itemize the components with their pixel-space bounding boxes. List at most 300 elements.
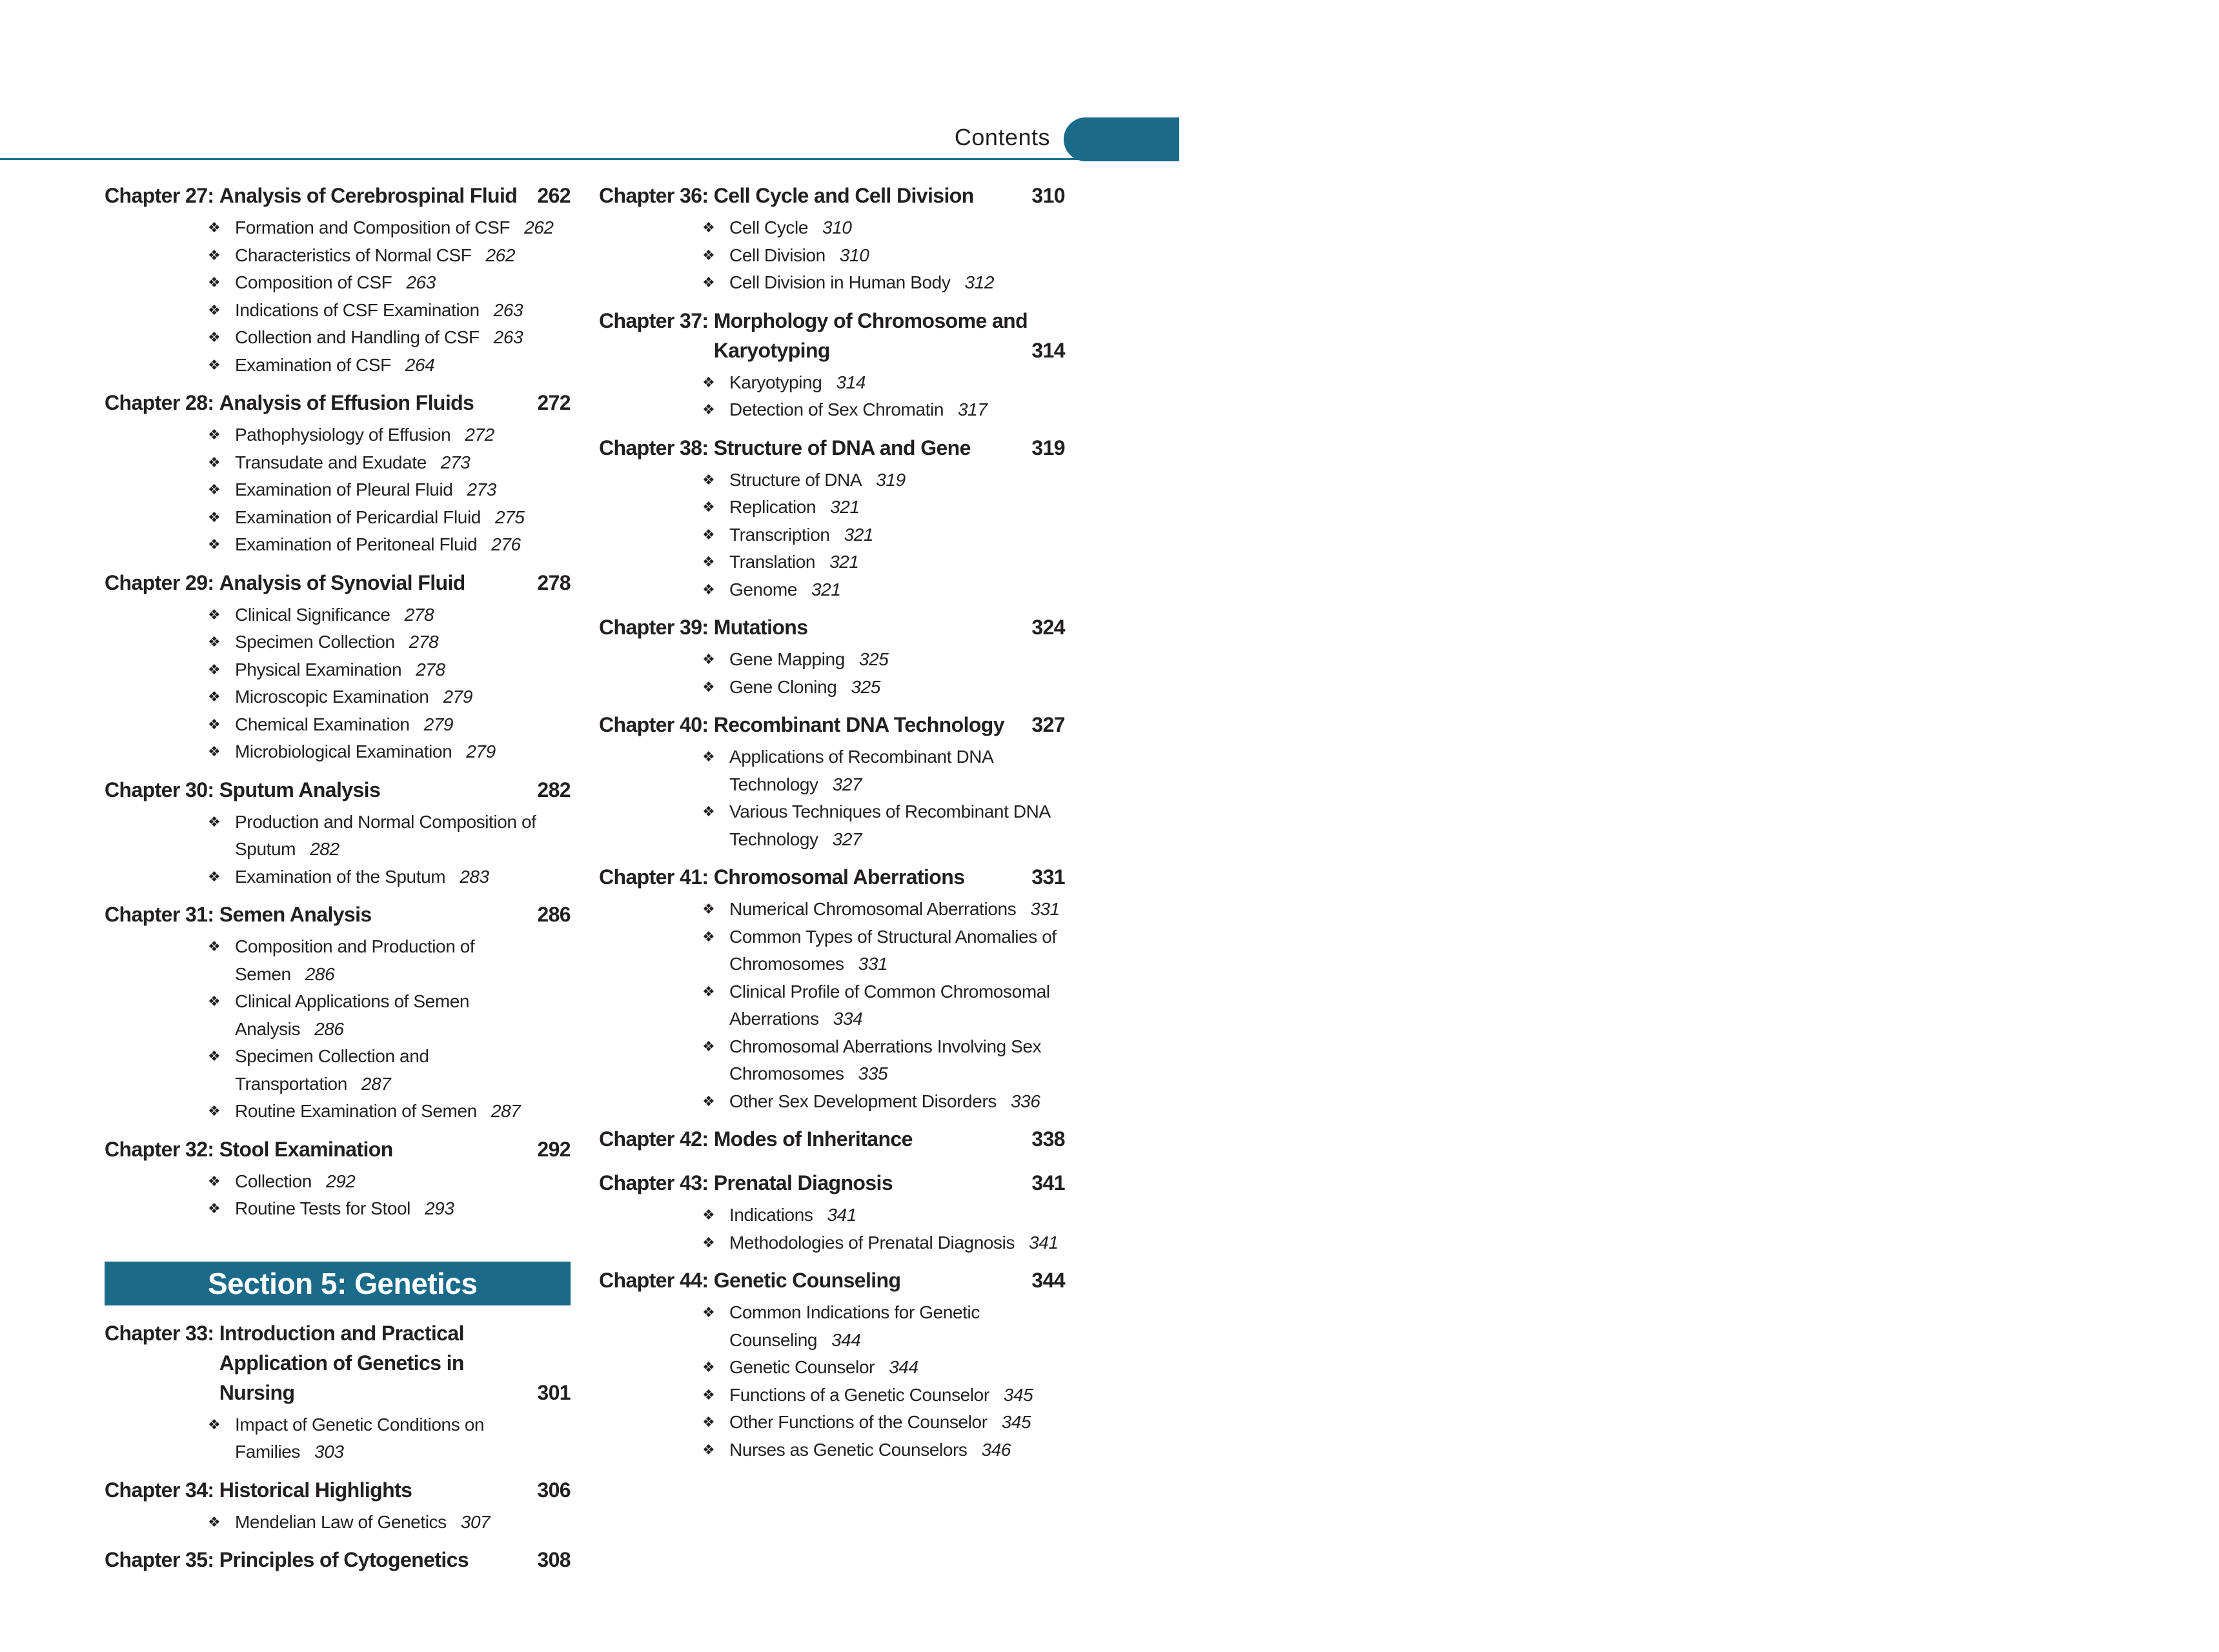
topic-item[interactable] [208, 1509, 571, 1536]
chapter-heading[interactable] [105, 1475, 571, 1505]
chapter-label: Chapter 34: [105, 1478, 219, 1502]
diamond-bullet-icon: ❖ [702, 554, 715, 570]
topic-title: Genome [729, 579, 797, 599]
chapter-page-number: 306 [537, 1478, 571, 1502]
page-number-tab [1064, 117, 2191, 270]
chapter-heading[interactable] [599, 1168, 1065, 1198]
chapter-page-number: 327 [1031, 713, 1065, 736]
topic-item[interactable] [702, 1354, 1065, 1382]
diamond-bullet-icon: ❖ [702, 901, 715, 917]
topic-item[interactable] [208, 421, 571, 449]
topic-page-number: 321 [830, 497, 860, 517]
topic-item[interactable] [208, 656, 571, 684]
diamond-bullet-icon: ❖ [208, 427, 221, 443]
topic-item[interactable] [702, 896, 1065, 923]
toc-chapter[interactable] [105, 1318, 571, 1466]
topic-item[interactable] [208, 1168, 571, 1196]
topic-item[interactable] [208, 711, 571, 739]
topic-page-number: 286 [305, 963, 335, 984]
chapter-label: Chapter 44: [599, 1269, 714, 1292]
diamond-bullet-icon: ❖ [208, 1416, 221, 1433]
toc-chapter[interactable] [599, 612, 1065, 701]
topic-item[interactable] [702, 269, 1065, 297]
chapter-page-number: 331 [1031, 865, 1065, 889]
topic-item[interactable] [702, 467, 1065, 494]
topic-item[interactable] [208, 531, 571, 559]
topic-title: Common Indications for Genetic Counseling [729, 1302, 980, 1350]
topic-title: Microscopic Examination [235, 687, 429, 707]
diamond-bullet-icon: ❖ [702, 651, 715, 667]
chapter-label: Chapter 43: [599, 1171, 714, 1194]
topic-item[interactable] [208, 476, 571, 504]
chapter-title: Recombinant DNA Technology [713, 713, 1004, 736]
diamond-bullet-icon: ❖ [702, 1038, 715, 1054]
topic-title: Functions of a Genetic Counselor [729, 1384, 989, 1405]
toc-chapter[interactable] [105, 1545, 571, 1575]
topic-item[interactable] [208, 933, 571, 988]
toc-chapter[interactable] [105, 568, 571, 766]
topic-page-number: 272 [465, 425, 494, 445]
chapter-label: Chapter 39: [599, 616, 714, 639]
toc-chapter[interactable] [105, 388, 571, 559]
toc-chapter[interactable] [599, 433, 1065, 604]
chapter-title: Chromosomal Aberrations [713, 865, 965, 889]
topic-page-number: 287 [361, 1073, 391, 1094]
chapter-label: Chapter 36: [599, 184, 714, 207]
topic-title: Gene Mapping [729, 649, 845, 669]
topic-title: Chromosomal Aberrations Involving Sex Chromosomes [729, 1036, 1042, 1083]
chapter-label: Chapter 38: [599, 436, 714, 459]
chapter-label: Chapter 30: [105, 778, 219, 801]
chapter-heading[interactable] [105, 1318, 571, 1407]
diamond-bullet-icon: ❖ [702, 526, 715, 543]
topic-item[interactable] [702, 1088, 1065, 1116]
toc-chapter[interactable] [105, 181, 571, 379]
chapter-page-number: 301 [537, 1380, 571, 1404]
topic-item[interactable] [702, 369, 1065, 397]
topic-list [599, 743, 1065, 853]
topic-title: Collection and Handling of CSF [235, 327, 480, 347]
topic-title: Clinical Profile of Common Chromosomal Aberrations [729, 981, 1050, 1029]
topic-item[interactable] [702, 214, 1065, 242]
topic-item[interactable] [702, 1229, 1065, 1257]
topic-page-number: 327 [832, 829, 862, 849]
chapter-heading[interactable] [105, 1545, 571, 1575]
topic-title: Clinical Applications of Semen Analysis [235, 991, 470, 1039]
diamond-bullet-icon: ❖ [208, 219, 221, 236]
diamond-bullet-icon: ❖ [208, 993, 221, 1009]
topic-title: Physical Examination [235, 659, 402, 680]
chapter-heading[interactable] [105, 568, 571, 598]
topic-page-number: 312 [964, 272, 994, 292]
topic-title: Routine Examination of Semen [235, 1101, 477, 1121]
toc-chapter[interactable] [599, 862, 1065, 1115]
topic-page-number: 293 [425, 1198, 454, 1218]
topic-page-number: 279 [423, 714, 454, 734]
section-banner [105, 1262, 571, 1305]
toc-chapter[interactable] [599, 710, 1065, 853]
diamond-bullet-icon: ❖ [208, 301, 221, 318]
topic-item[interactable] [702, 494, 1065, 521]
diamond-bullet-icon: ❖ [702, 247, 715, 263]
topic-title: Numerical Chromosomal Aberrations [729, 899, 1017, 919]
chapter-label: Chapter 41: [599, 865, 714, 889]
topic-title: Examination of Pleural Fluid [235, 479, 453, 499]
topic-page-number: 283 [460, 866, 489, 887]
topic-list [599, 467, 1065, 604]
diamond-bullet-icon: ❖ [208, 509, 221, 525]
topic-page-number: 262 [524, 217, 554, 237]
topic-item[interactable] [208, 809, 571, 863]
topic-page-number: 344 [889, 1357, 918, 1377]
topic-item[interactable] [208, 1411, 571, 1466]
chapter-label: Chapter 27: [105, 184, 219, 207]
topic-title: Translation [729, 552, 816, 572]
topic-list [599, 369, 1065, 424]
chapter-page-number: 314 [1031, 338, 1065, 362]
chapter-title: Sputum Analysis [219, 778, 381, 801]
topic-page-number: 335 [858, 1063, 888, 1083]
topic-item[interactable] [702, 674, 1065, 701]
topic-item[interactable] [702, 1202, 1065, 1229]
diamond-bullet-icon: ❖ [208, 329, 221, 345]
chapter-page-number: 338 [1031, 1127, 1065, 1151]
diamond-bullet-icon: ❖ [208, 481, 221, 498]
topic-item[interactable] [208, 449, 571, 477]
diamond-bullet-icon: ❖ [208, 356, 221, 373]
topic-title: Replication [729, 497, 816, 517]
topic-item[interactable] [702, 1033, 1065, 1088]
topic-title: Examination of Peritoneal Fluid [235, 534, 478, 554]
diamond-bullet-icon: ❖ [702, 1207, 715, 1223]
chapter-title: Analysis of Synovial Fluid [219, 570, 465, 594]
toc-chapter[interactable] [105, 900, 571, 1125]
topic-item[interactable] [702, 1299, 1065, 1354]
topic-list [599, 1299, 1065, 1464]
topic-item[interactable] [702, 798, 1065, 853]
topic-title: Specimen Collection and Transportation [235, 1046, 429, 1094]
diamond-bullet-icon: ❖ [702, 983, 715, 1000]
chapter-label: Chapter 42: [599, 1127, 714, 1151]
diamond-bullet-icon: ❖ [702, 1414, 715, 1430]
diamond-bullet-icon: ❖ [208, 536, 221, 552]
topic-title: Detection of Sex Chromatin [729, 399, 944, 419]
toc-chapter[interactable] [105, 1475, 571, 1536]
toc-left-chapters-genetics [105, 1318, 571, 1575]
topic-page-number: 325 [851, 676, 880, 697]
topic-page-number: 331 [1030, 899, 1060, 919]
topic-item[interactable] [208, 1098, 571, 1125]
topic-title: Gene Cloning [729, 676, 837, 697]
topic-item[interactable] [208, 352, 571, 379]
diamond-bullet-icon: ❖ [702, 749, 715, 765]
topic-title: Genetic Counselor [729, 1357, 875, 1377]
topic-title: Examination of the Sputum [235, 866, 446, 887]
topic-page-number: 310 [822, 217, 852, 237]
diamond-bullet-icon: ❖ [702, 678, 715, 695]
chapter-heading[interactable] [105, 388, 571, 418]
topic-page-number: 273 [467, 479, 496, 499]
chapter-title: Historical Highlights [219, 1478, 412, 1502]
topic-page-number: 292 [325, 1171, 356, 1191]
topic-item[interactable] [208, 601, 571, 629]
topic-title: Characteristics of Normal CSF [235, 245, 472, 265]
topic-item[interactable] [208, 269, 571, 297]
toc-chapter[interactable] [599, 306, 1065, 424]
topic-title: Pathophysiology of Effusion [235, 425, 451, 445]
topic-item[interactable] [702, 743, 1065, 798]
topic-page-number: 262 [485, 245, 516, 265]
diamond-bullet-icon: ❖ [702, 1359, 715, 1375]
topic-item[interactable] [702, 978, 1065, 1033]
topic-list [599, 1202, 1065, 1256]
chapter-page-number: 341 [1031, 1171, 1065, 1194]
topic-page-number: 317 [958, 399, 988, 419]
chapter-heading[interactable] [599, 710, 1065, 740]
topic-item[interactable] [208, 214, 571, 242]
topic-title: Clinical Significance [235, 604, 390, 625]
toc-chapter[interactable] [599, 1168, 1065, 1256]
diamond-bullet-icon: ❖ [208, 606, 221, 623]
topic-title: Microbiological Examination [235, 741, 452, 761]
topic-title: Examination of CSF [235, 354, 391, 375]
chapter-heading[interactable] [599, 612, 1065, 642]
topic-page-number: 278 [409, 632, 439, 652]
chapter-heading[interactable] [599, 306, 1065, 365]
diamond-bullet-icon: ❖ [702, 928, 715, 945]
chapter-title: Prenatal Diagnosis [713, 1171, 893, 1194]
topic-page-number: 321 [829, 552, 859, 572]
topic-list [105, 809, 571, 891]
topic-item[interactable] [702, 576, 1065, 604]
diamond-bullet-icon: ❖ [208, 661, 221, 678]
topic-page-number: 303 [314, 1442, 344, 1462]
chapter-page-number: 319 [1031, 436, 1065, 459]
chapter-heading[interactable] [599, 862, 1065, 892]
topic-title: Collection [235, 1171, 312, 1191]
topic-title: Common Types of Structural Anomalies of Chromosomes [729, 926, 1057, 974]
topic-page-number: 264 [405, 354, 435, 375]
topic-title: Chemical Examination [235, 714, 410, 734]
topic-list [105, 421, 571, 559]
chapter-title: Stool Examination [219, 1137, 393, 1161]
topic-page-number: 273 [440, 452, 471, 472]
chapter-page-number: 344 [1031, 1269, 1065, 1292]
chapter-title: Principles of Cytogenetics [219, 1548, 469, 1571]
topic-page-number: 345 [1001, 1412, 1031, 1432]
topic-item[interactable] [702, 549, 1065, 576]
chapter-heading[interactable] [599, 1124, 1065, 1154]
chapter-heading[interactable] [105, 1134, 571, 1164]
chapter-page-number: 286 [537, 903, 571, 926]
toc-right-chapters [599, 181, 1065, 1464]
topic-title: Cell Division [729, 245, 826, 265]
topic-title: Composition of CSF [235, 272, 392, 292]
toc-chapter[interactable] [599, 1124, 1065, 1154]
topic-page-number: 344 [831, 1329, 861, 1350]
toc-chapter[interactable] [599, 181, 1065, 297]
chapter-heading[interactable] [599, 433, 1065, 463]
topic-title: Indications [729, 1205, 813, 1225]
topic-item[interactable] [208, 1043, 571, 1098]
topic-page-number: 279 [466, 741, 496, 761]
diamond-bullet-icon: ❖ [208, 938, 221, 954]
topic-item[interactable] [208, 297, 571, 325]
topic-item[interactable] [702, 923, 1065, 978]
topic-page-number: 334 [833, 1009, 863, 1029]
diamond-bullet-icon: ❖ [702, 401, 715, 418]
topic-item[interactable] [702, 242, 1065, 270]
topic-title: Other Functions of the Counselor [729, 1412, 988, 1432]
chapter-heading[interactable] [599, 1265, 1065, 1295]
toc-right-column [599, 181, 1065, 1473]
chapter-label: Chapter 35: [105, 1548, 219, 1571]
topic-page-number: 275 [494, 507, 525, 527]
diamond-bullet-icon: ❖ [208, 868, 221, 885]
topic-item[interactable] [702, 1436, 1065, 1464]
chapter-title: Mutations [713, 616, 808, 639]
topic-title: Structure of DNA [729, 469, 862, 490]
topic-title: Cell Cycle [729, 217, 809, 237]
diamond-bullet-icon: ❖ [702, 581, 715, 598]
topic-list [105, 1509, 571, 1536]
toc-chapter[interactable] [105, 1134, 571, 1223]
chapter-title: Semen Analysis [219, 903, 372, 926]
topic-page-number: 341 [827, 1205, 856, 1225]
chapter-page-number: 272 [537, 391, 571, 414]
diamond-bullet-icon: ❖ [208, 1048, 221, 1064]
topic-page-number: 282 [310, 839, 339, 859]
diamond-bullet-icon: ❖ [208, 634, 221, 650]
running-header-title: Contents [954, 124, 1050, 150]
chapter-label: Chapter 32: [105, 1137, 219, 1161]
chapter-title: Introduction and Practical Application of Genetics in Nursing [219, 1321, 464, 1404]
topic-item[interactable] [702, 521, 1065, 549]
topic-item[interactable] [702, 396, 1065, 424]
chapter-title: Analysis of Cerebrospinal Fluid [219, 184, 518, 207]
topic-page-number: 276 [491, 534, 521, 554]
page-number: xiii [2133, 241, 2219, 275]
topic-page-number: 345 [1003, 1384, 1033, 1405]
chapter-label: Chapter 40: [599, 713, 714, 736]
diamond-bullet-icon: ❖ [208, 1103, 221, 1119]
chapter-heading[interactable] [105, 900, 571, 929]
chapter-page-number: 278 [537, 570, 571, 594]
topic-item[interactable] [208, 242, 571, 270]
topic-list [105, 1168, 571, 1223]
topic-page-number: 310 [839, 245, 869, 265]
topic-item[interactable] [208, 988, 571, 1043]
diamond-bullet-icon: ❖ [702, 1386, 715, 1403]
topic-page-number: 307 [460, 1511, 491, 1532]
diamond-bullet-icon: ❖ [702, 1234, 715, 1251]
diamond-bullet-icon: ❖ [208, 716, 221, 732]
diamond-bullet-icon: ❖ [208, 813, 221, 830]
chapter-title: Morphology of Chromosome and Karyotyping [713, 308, 1028, 362]
topic-page-number: 263 [406, 272, 436, 292]
topic-page-number: 278 [416, 659, 445, 680]
topic-title: Routine Tests for Stool [235, 1198, 410, 1218]
toc-left-column [105, 181, 571, 1589]
chapter-title: Modes of Inheritance [713, 1127, 913, 1151]
topic-item[interactable] [208, 863, 571, 891]
topic-title: Nurses as Genetic Counselors [729, 1439, 968, 1460]
chapter-label: Chapter 37: [599, 308, 714, 332]
toc-chapter[interactable] [599, 1265, 1065, 1464]
topic-item[interactable] [702, 1382, 1065, 1409]
topic-page-number: 321 [811, 579, 841, 599]
topic-page-number: 341 [1029, 1232, 1059, 1253]
chapter-page-number: 292 [537, 1137, 571, 1161]
chapter-label: Chapter 31: [105, 903, 219, 926]
chapter-title: Genetic Counseling [713, 1269, 901, 1292]
topic-page-number: 263 [493, 327, 523, 347]
topic-page-number: 319 [876, 469, 906, 490]
topic-list [105, 1411, 571, 1466]
chapter-page-number: 324 [1031, 616, 1065, 639]
topic-list [105, 214, 571, 379]
topic-page-number: 327 [832, 774, 862, 794]
diamond-bullet-icon: ❖ [208, 743, 221, 760]
topic-page-number: 321 [844, 524, 874, 545]
toc-left-chapters [105, 181, 571, 1223]
topic-page-number: 325 [858, 649, 889, 669]
topic-item[interactable] [208, 504, 571, 532]
topic-title: Production and Normal Composition of Sputum [235, 811, 536, 859]
topic-list [599, 896, 1065, 1115]
diamond-bullet-icon: ❖ [208, 1513, 221, 1530]
topic-list [599, 214, 1065, 297]
topic-title: Other Sex Development Disorders [729, 1091, 997, 1111]
header-rule [0, 158, 1097, 160]
diamond-bullet-icon: ❖ [702, 374, 715, 390]
chapter-heading[interactable] [105, 181, 571, 210]
topic-page-number: 279 [443, 687, 472, 707]
chapter-page-number: 282 [537, 778, 571, 801]
chapter-heading[interactable] [599, 181, 1065, 210]
topic-page-number: 346 [981, 1439, 1011, 1460]
topic-page-number: 287 [491, 1101, 521, 1121]
chapter-label: Chapter 29: [105, 570, 219, 594]
topic-item[interactable] [208, 1195, 571, 1223]
topic-item[interactable] [208, 324, 571, 352]
topic-item[interactable] [702, 646, 1065, 674]
topic-title: Transudate and Exudate [235, 452, 427, 472]
topic-item[interactable] [208, 738, 571, 766]
chapter-heading[interactable] [105, 775, 571, 805]
topic-item[interactable] [208, 629, 571, 656]
chapter-label: Chapter 28: [105, 391, 219, 414]
diamond-bullet-icon: ❖ [208, 247, 221, 263]
topic-title: Impact of Genetic Conditions on Families [235, 1414, 485, 1462]
diamond-bullet-icon: ❖ [702, 471, 715, 488]
topic-title: Karyotyping [729, 372, 822, 392]
topic-title: Methodologies of Prenatal Diagnosis [729, 1232, 1015, 1253]
topic-title: Composition and Production of Semen [235, 936, 475, 984]
topic-item[interactable] [208, 683, 571, 711]
topic-title: Formation and Composition of CSF [235, 217, 511, 237]
topic-page-number: 286 [314, 1018, 344, 1039]
topic-item[interactable] [702, 1409, 1065, 1436]
topic-title: Specimen Collection [235, 632, 395, 652]
toc-chapter[interactable] [105, 775, 571, 891]
diamond-bullet-icon: ❖ [702, 803, 715, 820]
diamond-bullet-icon: ❖ [702, 499, 715, 515]
topic-page-number: 314 [836, 372, 866, 392]
chapter-page-number: 308 [537, 1548, 571, 1571]
diamond-bullet-icon: ❖ [208, 454, 221, 470]
diamond-bullet-icon: ❖ [208, 1173, 221, 1189]
